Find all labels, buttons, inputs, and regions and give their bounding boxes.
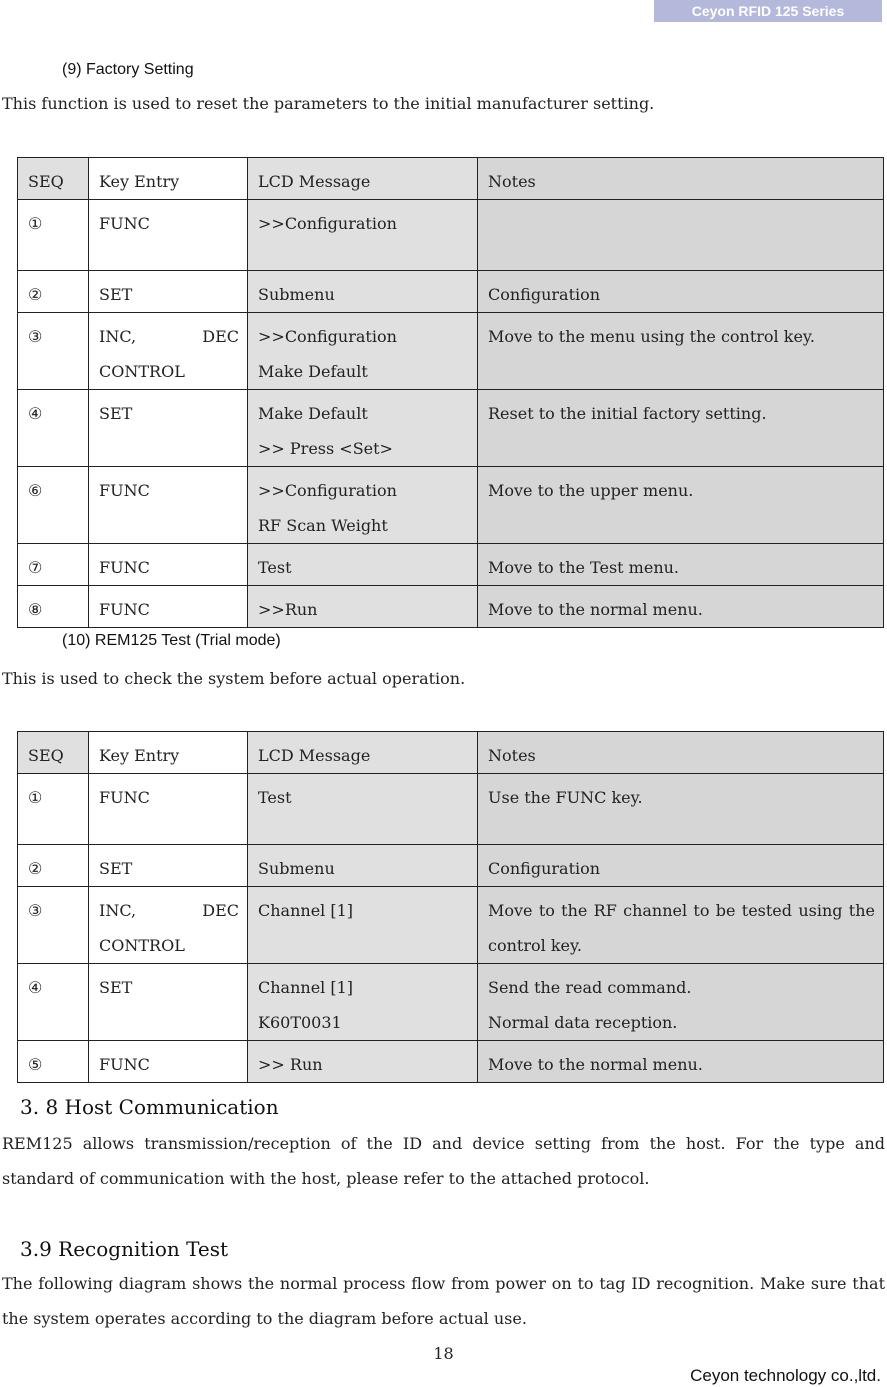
lcd-line: >>Configuration (258, 481, 397, 500)
lcd-line: RF Scan Weight (258, 516, 388, 535)
key-entry-line: CONTROL (99, 362, 185, 381)
key-entry-cell: FUNC (89, 544, 248, 586)
notes-cell: Move to the normal menu. (478, 1041, 884, 1083)
notes-cell: Move to the normal menu. (478, 586, 884, 628)
key-entry-line: CONTROL (99, 936, 185, 955)
table-row (18, 271, 884, 313)
lcd-line: Make Default (258, 362, 368, 381)
notes-cell: Use the FUNC key. (478, 774, 884, 845)
key-entry-cell: FUNC (89, 1041, 248, 1083)
key-entry-cell: SET (89, 390, 248, 467)
notes-cell: Configuration (478, 271, 884, 313)
table-row (18, 1041, 884, 1083)
lcd-message-cell: >>Run (248, 586, 478, 628)
lcd-line: >> Press <Set> (258, 439, 393, 458)
key-entry-cell: SET (89, 845, 248, 887)
table-row (18, 544, 884, 586)
column-header-lcd-message: LCD Message (248, 732, 478, 774)
table-row (18, 467, 884, 544)
section-9-description: This function is used to reset the parameters to the initial manufacturer setting. (2, 94, 655, 113)
notes-cell (478, 200, 884, 271)
table-header-row (18, 158, 884, 200)
lcd-line: Make Default (258, 404, 368, 423)
key-entry-cell: FUNC (89, 774, 248, 845)
notes-cell: Move to the Test menu. (478, 544, 884, 586)
seq-cell: ① (18, 200, 89, 271)
company-footer: Ceyon technology co.,ltd. (690, 1366, 881, 1385)
key-entry-cell: FUNC (89, 586, 248, 628)
key-entry-cell: FUNC (89, 467, 248, 544)
seq-cell: ⑥ (18, 467, 89, 544)
notes-cell: Move to the menu using the control key. (478, 313, 884, 390)
table-row (18, 200, 884, 271)
seq-cell: ④ (18, 390, 89, 467)
column-header-key-entry: Key Entry (89, 732, 248, 774)
key-entry-cell: SET (89, 271, 248, 313)
column-header-notes: Notes (478, 732, 884, 774)
table-row (18, 313, 884, 390)
section-3-9-body: The following diagram shows the normal process flow from power on to tag ID recognition. Make sure that the system operates according to the diagram before actual use. (2, 1274, 885, 1328)
series-badge: Ceyon RFID 125 Series (654, 0, 882, 22)
lcd-message-cell: Submenu (248, 845, 478, 887)
key-entry-line: DEC (202, 327, 239, 346)
lcd-message-cell: >> Run (248, 1041, 478, 1083)
key-entry-cell: SET (89, 964, 248, 1041)
notes-cell: Move to the RF channel to be tested using the control key. (478, 887, 884, 964)
seq-cell: ③ (18, 887, 89, 964)
lcd-message-cell: Test (248, 544, 478, 586)
table-row (18, 774, 884, 845)
column-header-key-entry: Key Entry (89, 158, 248, 200)
lcd-message-cell: Channel [1] (248, 887, 478, 964)
trial-mode-table (17, 731, 884, 1083)
seq-cell: ⑦ (18, 544, 89, 586)
seq-cell: ④ (18, 964, 89, 1041)
lcd-line: >>Configuration (258, 327, 397, 346)
seq-cell: ② (18, 271, 89, 313)
notes-cell: Move to the upper menu. (478, 467, 884, 544)
seq-cell: ① (18, 774, 89, 845)
table-row (18, 586, 884, 628)
table-row (18, 964, 884, 1041)
notes-line: Normal data reception. (488, 1013, 678, 1032)
lcd-message-cell: Submenu (248, 271, 478, 313)
column-header-seq: SEQ (18, 158, 89, 200)
seq-cell: ⑧ (18, 586, 89, 628)
key-entry-cell (89, 887, 248, 964)
key-entry-line: DEC (202, 901, 239, 920)
table-row (18, 887, 884, 964)
section-3-9-heading: 3.9 Recognition Test (20, 1237, 229, 1261)
lcd-message-cell (248, 964, 478, 1041)
lcd-message-cell (248, 390, 478, 467)
seq-cell: ② (18, 845, 89, 887)
key-entry-line: INC, (99, 327, 137, 346)
key-entry-cell: FUNC (89, 200, 248, 271)
seq-cell: ⑤ (18, 1041, 89, 1083)
lcd-message-cell: Test (248, 774, 478, 845)
notes-cell (478, 964, 884, 1041)
section-3-8-heading: 3. 8 Host Communication (20, 1095, 279, 1119)
section-9-title: (9) Factory Setting (62, 61, 194, 78)
factory-setting-table (17, 157, 884, 628)
lcd-line: K60T0031 (258, 1013, 342, 1032)
table-row (18, 390, 884, 467)
key-entry-line: INC, (99, 901, 137, 920)
lcd-message-cell (248, 467, 478, 544)
notes-cell: Configuration (478, 845, 884, 887)
lcd-message-cell: >>Configuration (248, 200, 478, 271)
page-number: 18 (433, 1344, 454, 1363)
section-10-title: (10) REM125 Test (Trial mode) (62, 632, 281, 649)
section-3-8-body: REM125 allows transmission/reception of the ID and device setting from the host. For the type and standard of communication with the host, please refer to the attached protocol. (2, 1134, 885, 1188)
column-header-seq: SEQ (18, 732, 89, 774)
table-row (18, 845, 884, 887)
lcd-line: Channel [1] (258, 978, 354, 997)
key-entry-cell (89, 313, 248, 390)
notes-cell: Reset to the initial factory setting. (478, 390, 884, 467)
seq-cell: ③ (18, 313, 89, 390)
column-header-notes: Notes (478, 158, 884, 200)
notes-line: Send the read command. (488, 978, 692, 997)
lcd-message-cell (248, 313, 478, 390)
section-10-description: This is used to check the system before actual operation. (2, 669, 466, 688)
column-header-lcd-message: LCD Message (248, 158, 478, 200)
table-header-row (18, 732, 884, 774)
